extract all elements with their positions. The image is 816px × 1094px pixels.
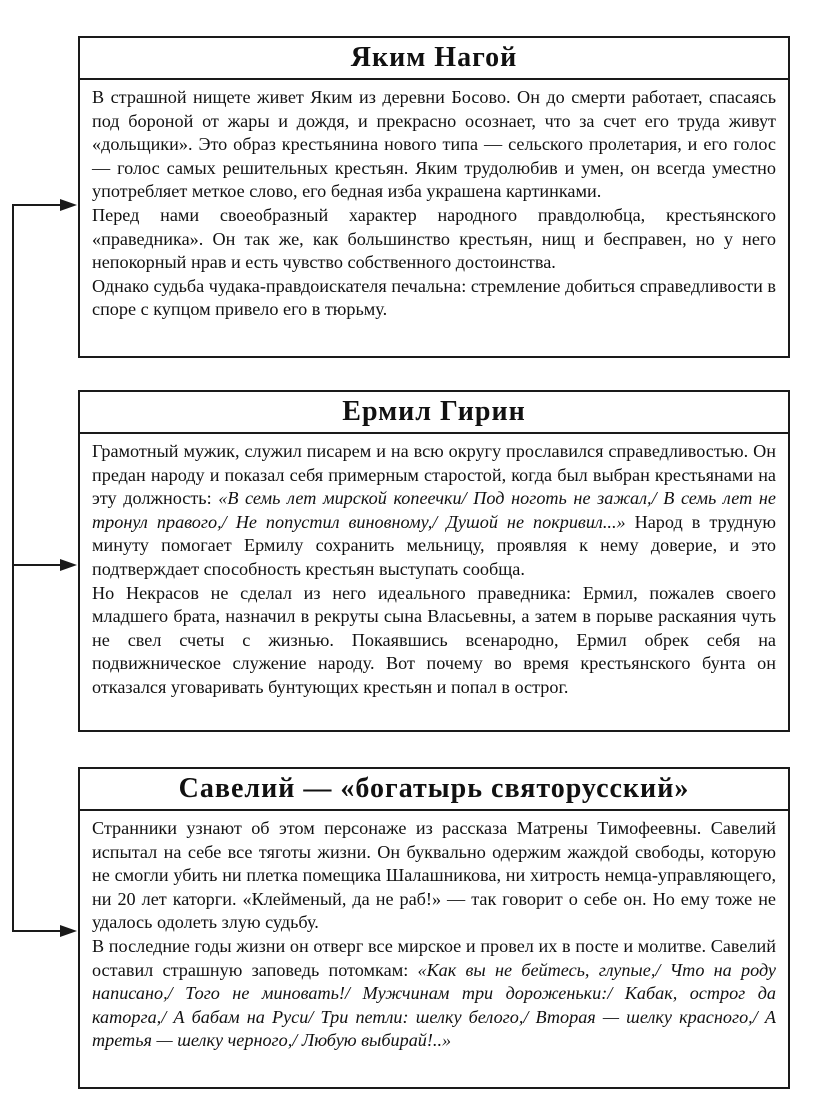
card-yakim-nagoy	[78, 36, 790, 358]
yakim-paragraph-3: Однако судьба чудака-правдоискателя печальна: стремление добиться справедливости в споре с купцом привело его в тюрьму.	[92, 275, 776, 320]
saveliy-paragraph-2	[92, 935, 776, 1053]
arrow-to-saveliy	[12, 925, 77, 937]
ermil-paragraph-2: Но Некрасов не сделал из него идеального праведника: Ермил, пожалев своего младшего брата, назначил в рекруты сына Власьевны, а затем в порыве раскаяния чуть не свел счеты с жизнью. Покаявшись всенародно, Ермил обрек себя на подвижническое служение народу. Вот почему во время крестьянского бунта он отказался уговаривать бунтующих крестьян и попал в острог.	[92, 582, 776, 697]
card-body-ermil	[80, 434, 788, 706]
arrow-to-yakim	[12, 199, 77, 211]
yakim-paragraph-1: В страшной нищете живет Яким из деревни Босово. Он до смерти работает, спасаясь под бороной от жары и дождя, и прекрасно осознает, что за счет его труда живут «дольщики». Это образ крестьянина нового типа — сельского пролетария, и его голос — голос самых решительных крестьян. Яким трудолюбив и умен, он всегда уместно употребляет меткое слово, его бедная изба украшена картинками.	[92, 87, 776, 202]
card-title-ermil: Ермил Гирин	[80, 392, 788, 434]
ermil-p1-start: Грамотный мужик, служил писарем и на всю округу прославился справедливостью. Он предан народу и показал себя примерным старостой, когда был выбран крестьянами на эту должность:	[92, 441, 776, 509]
card-body-saveliy	[80, 811, 788, 1059]
yakim-paragraph-2: Перед нами своеобразный характер народного правдолюбца, крестьянского «праведника». Он так же, как большинство крестьян, нищ и бесправен, но у него непокорный нрав и есть чувство собственного достоинства.	[92, 204, 776, 273]
arrow-to-ermil	[12, 559, 77, 571]
connector-bracket	[0, 0, 80, 1094]
saveliy-p2-start: В последние годы жизни он отверг все мирское и провел их в посте и молитве. Савелий оставил страшную заповедь потомкам:	[92, 935, 776, 980]
ermil-paragraph-1	[92, 440, 776, 582]
card-title-yakim: Яким Нагой	[80, 38, 788, 80]
saveliy-p2-quote: «Как вы не бейтесь, глупые,/ Что на роду написано,/ Того не миновать!/ Мужчинам три дороженьки:/ Кабак, острог да каторга,/ А бабам на Руси/ Три петли: шелку белого,/ Вторая — шелку красного,/ А третья — шелку черного,/ Любую выбирай!..»	[92, 959, 776, 1051]
card-ermil-girin	[78, 390, 790, 732]
card-saveliy	[78, 767, 790, 1089]
ermil-p1-quote: «В семь лет мирской копеечки/ Под ноготь не зажал,/ В семь лет не тронул правого,/ Не попустил виновному,/ Душой не покривил...»	[92, 488, 776, 532]
card-body-yakim	[80, 80, 788, 328]
card-title-saveliy: Савелий — «богатырь святорусский»	[80, 769, 788, 811]
ermil-p1-end: Народ в трудную минуту помогает Ермилу сохранить мельницу, проявляя к нему доверие, и это подтверждает способность крестьян выступать сообща.	[92, 511, 776, 579]
saveliy-paragraph-1: Странники узнают об этом персонаже из рассказа Матрены Тимофеевны. Савелий испытал на себе все тяготы жизни. Он буквально одержим жаждой свободы, которую не смогли убить ни плетка помещика Шалашникова, ни хитрость немца-управляющего, ни 20 лет каторги. «Клейменый, да не раб!» — так говорит о себе он. Но ему тоже не удалось одолеть злую судьбу.	[92, 818, 776, 933]
